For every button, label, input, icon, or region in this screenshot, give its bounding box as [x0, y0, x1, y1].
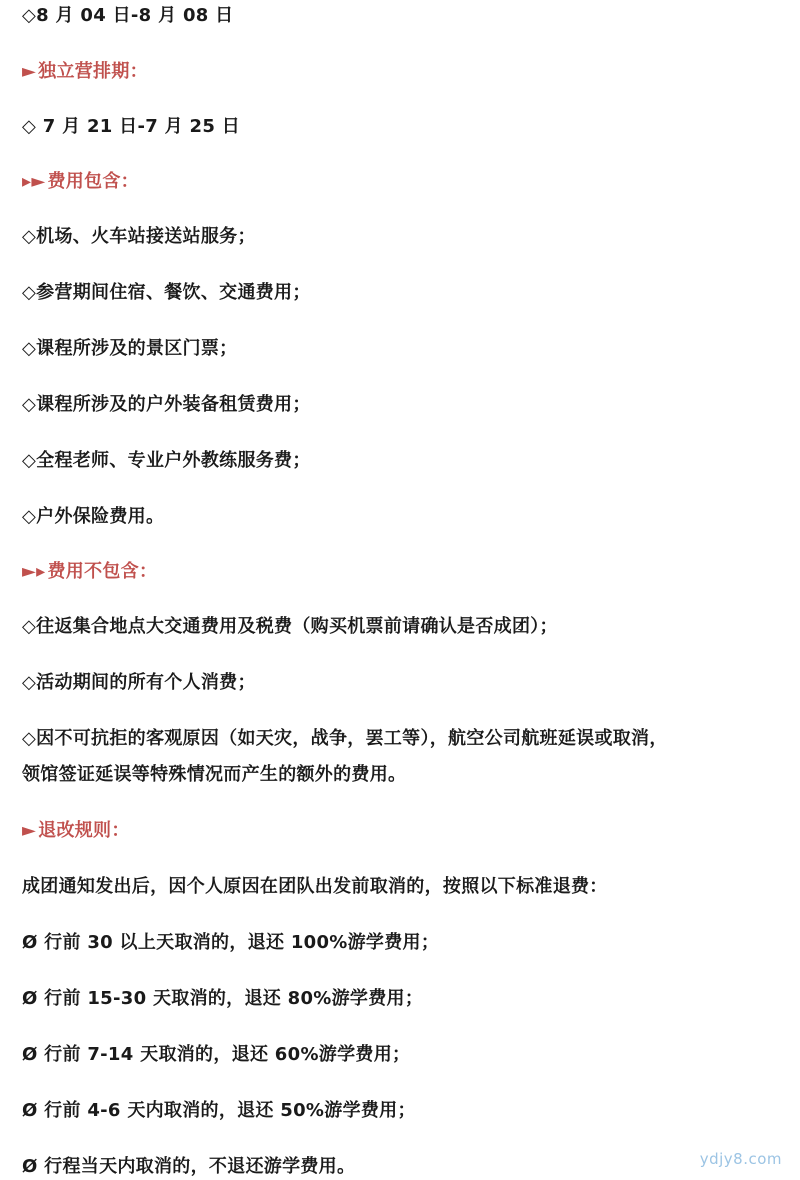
- arrow-icon: ▸►: [22, 171, 46, 192]
- section-heading-fee-included: [22, 169, 139, 195]
- list-item: ◇因不可抗拒的客观原因（如天灾，战争，罢工等），航空公司航班延误或取消，: [22, 728, 668, 749]
- list-item-continuation: 领馆签证延误等特殊情况而产生的额外的费用。: [22, 764, 407, 785]
- list-item: ◇课程所涉及的户外装备租赁费用；: [22, 394, 311, 415]
- heading-text: 费用包含：: [47, 171, 139, 192]
- site-watermark: ydjy8.com: [699, 1150, 782, 1168]
- heading-text: 费用不包含：: [47, 561, 158, 582]
- refund-rule: Ø 行前 15-30 天取消的，退还 80%游学费用；: [22, 988, 424, 1009]
- heading-text: 独立营排期：: [38, 61, 148, 82]
- arrow-icon: ►▸: [22, 561, 46, 582]
- date-line: ◇8 月 04 日-8 月 08 日: [22, 5, 234, 26]
- list-item: ◇课程所涉及的景区门票；: [22, 338, 238, 359]
- refund-rule: Ø 行前 30 以上天取消的，退还 100%游学费用；: [22, 932, 440, 953]
- section-heading-fee-excluded: [22, 559, 157, 585]
- refund-rule: Ø 行前 4-6 天内取消的，退还 50%游学费用；: [22, 1100, 416, 1121]
- list-item: ◇机场、火车站接送站服务；: [22, 226, 256, 247]
- list-item: ◇活动期间的所有个人消费；: [22, 672, 256, 693]
- arrow-icon: ►: [22, 61, 37, 82]
- list-item: ◇往返集合地点大交通费用及税费（购买机票前请确认是否成团）；: [22, 616, 558, 637]
- list-item: ◇参营期间住宿、餐饮、交通费用；: [22, 282, 311, 303]
- refund-rule: Ø 行程当天内取消的，不退还游学费用。: [22, 1156, 356, 1177]
- heading-text: 退改规则：: [38, 820, 130, 841]
- arrow-icon: ►: [22, 820, 37, 841]
- date-line: ◇ 7 月 21 日-7 月 25 日: [22, 116, 241, 137]
- section-heading-independent-camp: [22, 59, 148, 85]
- refund-rule: Ø 行前 7-14 天取消的，退还 60%游学费用；: [22, 1044, 411, 1065]
- list-item: ◇户外保险费用。: [22, 506, 165, 527]
- list-item: ◇全程老师、专业户外教练服务费；: [22, 450, 311, 471]
- refund-intro: 成团通知发出后，因个人原因在团队出发前取消的，按照以下标准退费：: [22, 876, 608, 897]
- section-heading-refund-rules: [22, 818, 130, 844]
